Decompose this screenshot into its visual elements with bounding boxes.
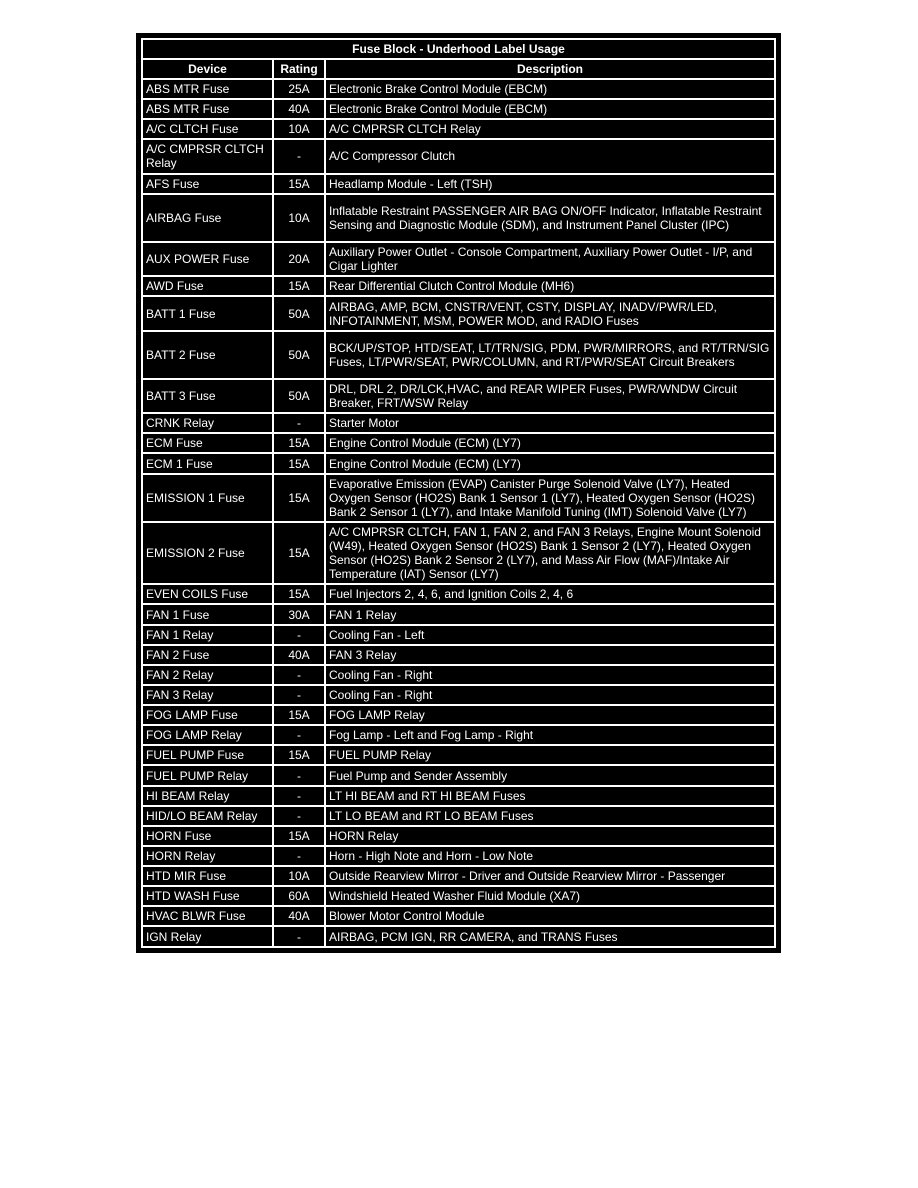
rating-cell: 15A (273, 705, 325, 725)
table-row (142, 119, 775, 139)
device-cell: FOG LAMP Relay (142, 725, 273, 745)
description-cell: Starter Motor (325, 413, 775, 433)
description-cell: Engine Control Module (ECM) (LY7) (325, 433, 775, 453)
description-cell: Auxiliary Power Outlet - Console Compartment, Auxiliary Power Outlet - I/P, and Cigar Lighter (325, 242, 775, 276)
rating-cell: - (273, 413, 325, 433)
description-cell: Blower Motor Control Module (325, 906, 775, 926)
rating-cell: 15A (273, 826, 325, 846)
rating-cell: - (273, 685, 325, 705)
table-row (142, 665, 775, 685)
rating-cell: - (273, 725, 325, 745)
description-cell: Electronic Brake Control Module (EBCM) (325, 99, 775, 119)
description-cell: FOG LAMP Relay (325, 705, 775, 725)
rating-cell: 50A (273, 379, 325, 413)
device-cell: AIRBAG Fuse (142, 194, 273, 242)
table-row (142, 645, 775, 665)
description-cell: Electronic Brake Control Module (EBCM) (325, 79, 775, 99)
description-cell: FAN 3 Relay (325, 645, 775, 665)
rating-cell: 25A (273, 79, 325, 99)
rating-cell: 15A (273, 522, 325, 584)
device-cell: A/C CLTCH Fuse (142, 119, 273, 139)
fuse-block-table (141, 38, 776, 948)
description-cell: Outside Rearview Mirror - Driver and Outside Rearview Mirror - Passenger (325, 866, 775, 886)
device-cell: AUX POWER Fuse (142, 242, 273, 276)
device-cell: HTD MIR Fuse (142, 866, 273, 886)
table-row (142, 194, 775, 242)
rating-cell: 10A (273, 119, 325, 139)
table-row (142, 331, 775, 379)
device-cell: ECM Fuse (142, 433, 273, 453)
description-cell: DRL, DRL 2, DR/LCK,HVAC, and REAR WIPER Fuses, PWR/WNDW Circuit Breaker, FRT/WSW Relay (325, 379, 775, 413)
rating-cell: 15A (273, 174, 325, 194)
table-row (142, 584, 775, 604)
table-body (142, 79, 775, 947)
device-cell: FAN 3 Relay (142, 685, 273, 705)
device-cell: ABS MTR Fuse (142, 99, 273, 119)
description-cell: Horn - High Note and Horn - Low Note (325, 846, 775, 866)
device-cell: A/C CMPRSR CLTCH Relay (142, 139, 273, 173)
device-cell: AWD Fuse (142, 276, 273, 296)
table-row (142, 685, 775, 705)
table-row (142, 242, 775, 276)
description-cell: Inflatable Restraint PASSENGER AIR BAG ON/OFF Indicator, Inflatable Restraint Sensing and Diagnostic Module (SDM), and Instrument Panel Cluster (IPC) (325, 194, 775, 242)
device-cell: FAN 1 Fuse (142, 604, 273, 624)
rating-cell: 15A (273, 433, 325, 453)
rating-cell: - (273, 665, 325, 685)
rating-cell: 15A (273, 453, 325, 473)
rating-cell: 50A (273, 296, 325, 330)
table-row (142, 866, 775, 886)
rating-cell: 15A (273, 276, 325, 296)
description-cell: LT LO BEAM and RT LO BEAM Fuses (325, 806, 775, 826)
rating-cell: 15A (273, 474, 325, 522)
rating-cell: 40A (273, 99, 325, 119)
table-row (142, 886, 775, 906)
description-cell: Fog Lamp - Left and Fog Lamp - Right (325, 725, 775, 745)
table-caption-row (142, 39, 775, 59)
table-row (142, 604, 775, 624)
table-row (142, 806, 775, 826)
rating-cell: 15A (273, 584, 325, 604)
device-cell: HORN Relay (142, 846, 273, 866)
description-cell: AIRBAG, AMP, BCM, CNSTR/VENT, CSTY, DISPLAY, INADV/PWR/LED, INFOTAINMENT, MSM, POWER MOD, and RADIO Fuses (325, 296, 775, 330)
table-row (142, 625, 775, 645)
table-row (142, 826, 775, 846)
description-cell: FAN 1 Relay (325, 604, 775, 624)
rating-cell: - (273, 846, 325, 866)
device-cell: FAN 2 Relay (142, 665, 273, 685)
description-cell: Evaporative Emission (EVAP) Canister Purge Solenoid Valve (LY7), Heated Oxygen Sensor (HO2S) Bank 1 Sensor 1 (LY7), Heated Oxygen Sensor (HO2S) Bank 2 Sensor 1 (LY7), and Intake Manifold Tuning (IMT) Solenoid Valve (LY7) (325, 474, 775, 522)
table-row (142, 745, 775, 765)
header-device: Device (142, 59, 273, 79)
description-cell: Cooling Fan - Right (325, 665, 775, 685)
description-cell: Engine Control Module (ECM) (LY7) (325, 453, 775, 473)
description-cell: Cooling Fan - Left (325, 625, 775, 645)
table-row (142, 786, 775, 806)
table-row (142, 846, 775, 866)
description-cell: A/C CMPRSR CLTCH Relay (325, 119, 775, 139)
table-header-row (142, 59, 775, 79)
device-cell: EVEN COILS Fuse (142, 584, 273, 604)
device-cell: HID/LO BEAM Relay (142, 806, 273, 826)
table-row (142, 79, 775, 99)
device-cell: BATT 2 Fuse (142, 331, 273, 379)
device-cell: FUEL PUMP Relay (142, 765, 273, 785)
table-row (142, 725, 775, 745)
table-row (142, 474, 775, 522)
table-row (142, 433, 775, 453)
device-cell: EMISSION 2 Fuse (142, 522, 273, 584)
rating-cell: - (273, 786, 325, 806)
rating-cell: 10A (273, 194, 325, 242)
table-row (142, 413, 775, 433)
device-cell: HTD WASH Fuse (142, 886, 273, 906)
rating-cell: - (273, 926, 325, 947)
rating-cell: 50A (273, 331, 325, 379)
description-cell: Headlamp Module - Left (TSH) (325, 174, 775, 194)
description-cell: AIRBAG, PCM IGN, RR CAMERA, and TRANS Fuses (325, 926, 775, 947)
table-row (142, 765, 775, 785)
rating-cell: 60A (273, 886, 325, 906)
table-row (142, 379, 775, 413)
table-row (142, 174, 775, 194)
device-cell: FAN 2 Fuse (142, 645, 273, 665)
table-row (142, 296, 775, 330)
device-cell: HI BEAM Relay (142, 786, 273, 806)
description-cell: Fuel Injectors 2, 4, 6, and Ignition Coils 2, 4, 6 (325, 584, 775, 604)
table-row (142, 522, 775, 584)
rating-cell: - (273, 806, 325, 826)
table-row (142, 453, 775, 473)
rating-cell: - (273, 139, 325, 173)
device-cell: ECM 1 Fuse (142, 453, 273, 473)
description-cell: Cooling Fan - Right (325, 685, 775, 705)
rating-cell: 40A (273, 906, 325, 926)
device-cell: FAN 1 Relay (142, 625, 273, 645)
description-cell: BCK/UP/STOP, HTD/SEAT, LT/TRN/SIG, PDM, PWR/MIRRORS, and RT/TRN/SIG Fuses, LT/PWR/SEAT, PWR/COLUMN, and RT/PWR/SEAT Circuit Breakers (325, 331, 775, 379)
fuse-table-frame (136, 33, 781, 953)
device-cell: BATT 1 Fuse (142, 296, 273, 330)
rating-cell: 10A (273, 866, 325, 886)
rating-cell: 40A (273, 645, 325, 665)
rating-cell: - (273, 765, 325, 785)
header-rating: Rating (273, 59, 325, 79)
table-row (142, 906, 775, 926)
rating-cell: - (273, 625, 325, 645)
description-cell: FUEL PUMP Relay (325, 745, 775, 765)
device-cell: BATT 3 Fuse (142, 379, 273, 413)
table-row (142, 705, 775, 725)
device-cell: IGN Relay (142, 926, 273, 947)
table-row (142, 276, 775, 296)
header-description: Description (325, 59, 775, 79)
device-cell: EMISSION 1 Fuse (142, 474, 273, 522)
table-title: Fuse Block - Underhood Label Usage (142, 39, 775, 59)
table-row (142, 139, 775, 173)
device-cell: FOG LAMP Fuse (142, 705, 273, 725)
rating-cell: 20A (273, 242, 325, 276)
description-cell: HORN Relay (325, 826, 775, 846)
description-cell: LT HI BEAM and RT HI BEAM Fuses (325, 786, 775, 806)
device-cell: ABS MTR Fuse (142, 79, 273, 99)
device-cell: AFS Fuse (142, 174, 273, 194)
device-cell: HVAC BLWR Fuse (142, 906, 273, 926)
device-cell: FUEL PUMP Fuse (142, 745, 273, 765)
device-cell: HORN Fuse (142, 826, 273, 846)
rating-cell: 15A (273, 745, 325, 765)
rating-cell: 30A (273, 604, 325, 624)
description-cell: Windshield Heated Washer Fluid Module (XA7) (325, 886, 775, 906)
device-cell: CRNK Relay (142, 413, 273, 433)
description-cell: Fuel Pump and Sender Assembly (325, 765, 775, 785)
table-row (142, 926, 775, 947)
table-row (142, 99, 775, 119)
description-cell: A/C Compressor Clutch (325, 139, 775, 173)
description-cell: Rear Differential Clutch Control Module (MH6) (325, 276, 775, 296)
description-cell: A/C CMPRSR CLTCH, FAN 1, FAN 2, and FAN 3 Relays, Engine Mount Solenoid (W49), Heated Oxygen Sensor (HO2S) Bank 1 Sensor 2 (LY7), Heated Oxygen Sensor (HO2S) Bank 2 Sensor 2 (LY7), and Mass Air Flow (MAF)/Intake Air Temperature (IAT) Sensor (LY7) (325, 522, 775, 584)
